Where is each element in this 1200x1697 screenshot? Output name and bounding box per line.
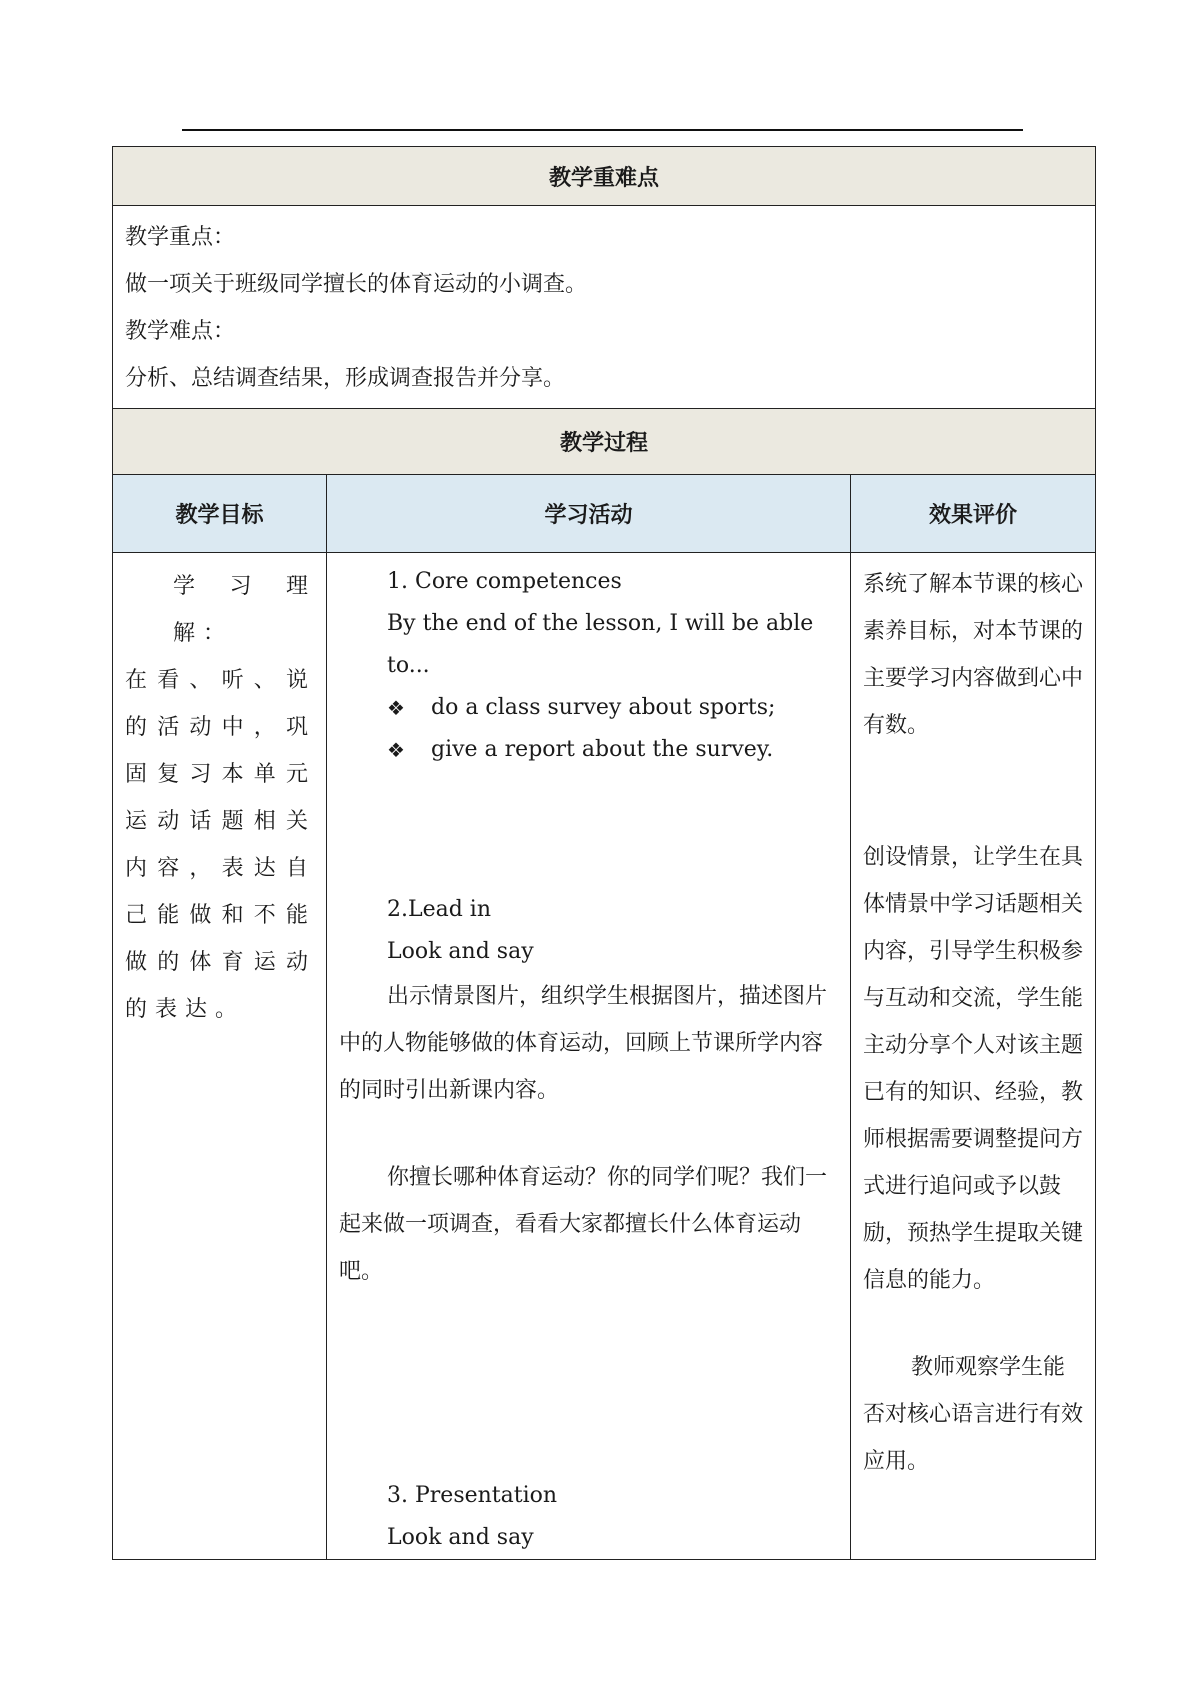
lesson-plan-table [112,146,1096,1560]
goal-text: 在看、听、说的活动中，巩固复习本单元运动话题相关内容，表达自己能做和不能做的体育运动的表达。 [125,668,316,1022]
difficulty-label: 教学难点： [125,319,236,344]
core-competences-intro: By the end of the lesson, I will be able to... [387,611,814,678]
diamond-bullet-icon: ❖ [387,696,405,720]
presentation-subtitle: Look and say [387,1525,534,1550]
key-difficulty-cell [113,206,1096,409]
column-header-activity: 学习活动 [327,475,851,553]
header-rule [182,129,1023,131]
evaluation-cell [851,553,1096,1560]
goal-cell [113,553,327,1560]
key-point-text: 做一项关于班级同学擅长的体育运动的小调查。 [125,272,588,297]
lead-in-subtitle: Look and say [387,939,534,964]
core-item-text: do a class survey about sports; [431,695,776,720]
key-point-label: 教学重点： [125,225,236,250]
lead-in-text-1: 出示情景图片，组织学生根据图片，描述图片中的人物能够做的体育运动，回顾上节课所学内容的同时引出新课内容。 [339,984,828,1103]
process-header: 教学过程 [113,409,1096,475]
core-item-text: give a report about the survey. [431,737,774,762]
diamond-bullet-icon: ❖ [387,738,405,762]
column-header-goal: 教学目标 [113,475,327,553]
difficulty-text: 分析、总结调查结果，形成调查报告并分享。 [125,366,566,391]
presentation-title: 3. Presentation [387,1483,558,1508]
lead-in-text-2: 你擅长哪种体育运动？你的同学们呢？我们一起来做一项调查，看看大家都擅长什么体育运动吧。 [339,1165,828,1284]
activity-cell [327,553,851,1560]
evaluation-core: 系统了解本节课的核心素养目标，对本节课的主要学习内容做到心中有数。 [863,572,1084,738]
evaluation-presentation: 教师观察学生能否对核心语言进行有效应用。 [863,1355,1084,1474]
lead-in-title: 2.Lead in [387,897,492,922]
goal-label: 学习理解： [173,574,316,646]
core-item-2 [339,729,838,771]
evaluation-lead-in: 创设情景，让学生在具体情景中学习话题相关内容，引导学生积极参与互动和交流，学生能主动分享个人对该主题已有的知识、经验，教师根据需要调整提问方式进行追问或予以鼓励，预热学生提取关键信息的能力。 [863,845,1084,1293]
key-difficulty-header: 教学重难点 [113,147,1096,206]
column-header-evaluation: 效果评价 [851,475,1096,553]
core-item-1 [339,687,838,729]
core-competences-title: 1. Core competences [387,569,622,594]
